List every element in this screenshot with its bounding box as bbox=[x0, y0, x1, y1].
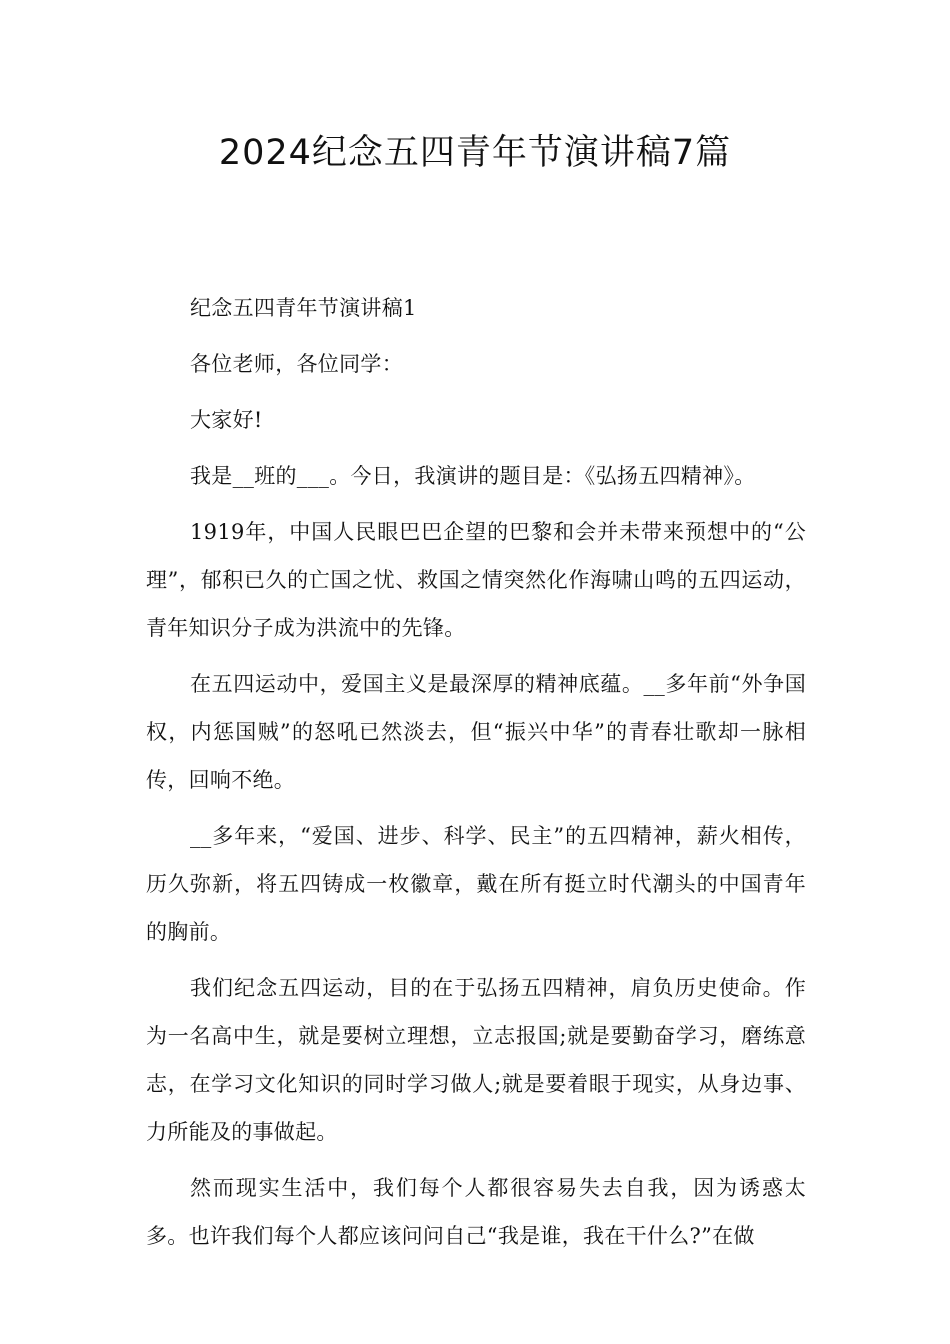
document-title: 2024纪念五四青年节演讲稿7篇 bbox=[218, 133, 732, 173]
paragraph-spirit: __多年来，“爱国、进步、科学、民主”的五四精神，薪火相传，历久弥新，将五四铸成一枚徽章，戴在所有挺立时代潮头的中国青年的胸前。 bbox=[146, 824, 806, 944]
paragraph-greeting: 大家好! bbox=[190, 408, 263, 432]
paragraph-reality: 然而现实生活中，我们每个人都很容易失去自我，因为诱惑太多。也许我们每个人都应该问问自己“我是谁，我在干什么?”在做 bbox=[146, 1176, 806, 1248]
paragraph-1919: 1919年，中国人民眼巴巴企望的巴黎和会并未带来预想中的“公理”，郁积已久的亡国之忧、救国之情突然化作海啸山鸣的五四运动，青年知识分子成为洪流中的先锋。 bbox=[146, 520, 806, 640]
paragraph-intro: 我是__班的___。今日，我演讲的题目是：《弘扬五四精神》。 bbox=[190, 464, 756, 488]
paragraph-salutation: 各位老师，各位同学： bbox=[190, 352, 403, 376]
paragraph-heading: 纪念五四青年节演讲稿1 bbox=[190, 296, 417, 320]
paragraph-patriotism: 在五四运动中，爱国主义是最深厚的精神底蕴。__多年前“外争国权，内惩国贼”的怒吼已然淡去，但“振兴中华”的青春壮歌却一脉相传，回响不绝。 bbox=[146, 672, 806, 792]
document-body bbox=[146, 284, 806, 1268]
paragraph-mission: 我们纪念五四运动，目的在于弘扬五四精神，肩负历史使命。作为一名高中生，就是要树立理想，立志报国;就是要勤奋学习，磨练意志，在学习文化知识的同时学习做人;就是要着眼于现实，从身边事、力所能及的事做起。 bbox=[146, 976, 806, 1144]
